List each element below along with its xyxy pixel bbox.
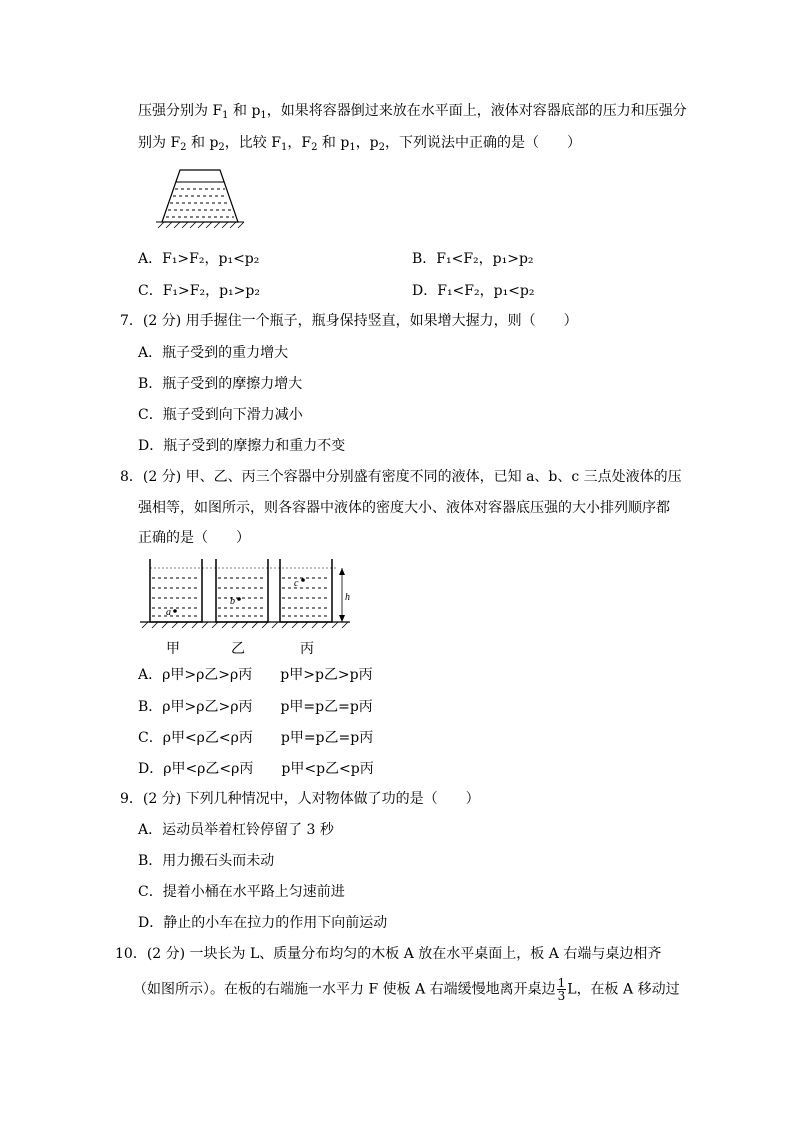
q8-point-b-label: b [230, 596, 235, 607]
q6-option-d[interactable]: D．F₁<F₂，p₁<p₂ [412, 283, 535, 299]
q8-label-yi: 乙 [231, 641, 245, 657]
q6-stem-line2: 别为 $F_2$ 和 $p_2$，比较 $F_1$，$F_2$ 和 $p_1$，$p_2$，下列说法中正确的是（ ） [138, 135, 582, 153]
q9-option-b[interactable]: B．用力搬石头而未动 [138, 853, 275, 869]
q8-option-a[interactable]: A．ρ甲>ρ乙>ρ丙 p甲>p乙>p丙 [138, 667, 373, 683]
q8-height-label: h [345, 592, 350, 603]
q9-option-c[interactable]: C．提着小桶在水平路上匀速前进 [138, 884, 345, 900]
q9-option-d[interactable]: D．静止的小车在拉力的作用下向前运动 [138, 915, 388, 931]
q6-option-a[interactable]: A．F₁>F₂，p₁<p₂ [138, 251, 260, 267]
q8-label-jia: 甲 [166, 641, 180, 657]
q8-option-c[interactable]: C．ρ甲<ρ乙<ρ丙 p甲=p乙=p丙 [138, 730, 374, 746]
q7-option-a[interactable]: A．瓶子受到的重力增大 [138, 345, 289, 361]
q9-stem: 9．(2 分) 下列几种情况中，人对物体做了功的是（ ） [120, 791, 480, 807]
q8-stem-line2: 强相等，如图所示，则各容器中液体的密度大小、液体对容器底压强的大小排列顺序都 [138, 500, 670, 516]
q7-option-d[interactable]: D．瓶子受到的摩擦力和重力不变 [138, 438, 346, 454]
q6-option-b[interactable]: B．F₁<F₂，p₁>p₂ [412, 251, 534, 267]
q7-stem: 7．(2 分) 用手握住一个瓶子，瓶身保持竖直，如果增大握力，则（ ） [120, 313, 578, 329]
q6-container-figure [150, 162, 250, 232]
q8-option-d[interactable]: D．ρ甲<ρ乙<ρ丙 p甲<p乙<p丙 [138, 761, 374, 777]
q8-label-bing: 丙 [300, 641, 314, 657]
q10-stem-line1: 10．(2 分) 一块长为 L、质量分布均匀的木板 A 放在水平桌面上，板 A 右端与桌边相齐 [115, 946, 662, 962]
q9-option-a[interactable]: A．运动员举着杠铃停留了 3 秒 [138, 822, 334, 838]
q7-option-c[interactable]: C．瓶子受到向下滑力减小 [138, 407, 303, 423]
q8-option-b[interactable]: B．ρ甲>ρ乙>ρ丙 p甲=p乙=p丙 [138, 699, 373, 715]
q7-option-b[interactable]: B．瓶子受到的摩擦力增大 [138, 376, 303, 392]
q10-fraction: $\frac{1}{3}$ [557, 976, 566, 1003]
q8-point-c-label: c [294, 578, 299, 589]
q8-stem-line3: 正确的是（ ） [138, 530, 250, 546]
q6-option-c[interactable]: C．F₁>F₂，p₁>p₂ [138, 283, 260, 299]
q8-containers-figure [138, 556, 358, 631]
q8-stem-line1: 8．(2 分) 甲、乙、丙三个容器中分别盛有密度不同的液体，已知 a、b、c 三点处液体的压 [120, 469, 682, 485]
q10-stem-line2: （如图所示）。在板的右端施一水平力 F 使板 A 右端缓慢地离开桌边 $\frac{1}{3}$ L，在板 A 移动过 [133, 976, 680, 1003]
q8-point-a-label: a [166, 607, 171, 618]
q6-stem-line1: 压强分别为 $F_1$ 和 $p_1$，如果将容器倒过来放在水平面上，液体对容器底部的压力和压强分 [138, 103, 687, 121]
